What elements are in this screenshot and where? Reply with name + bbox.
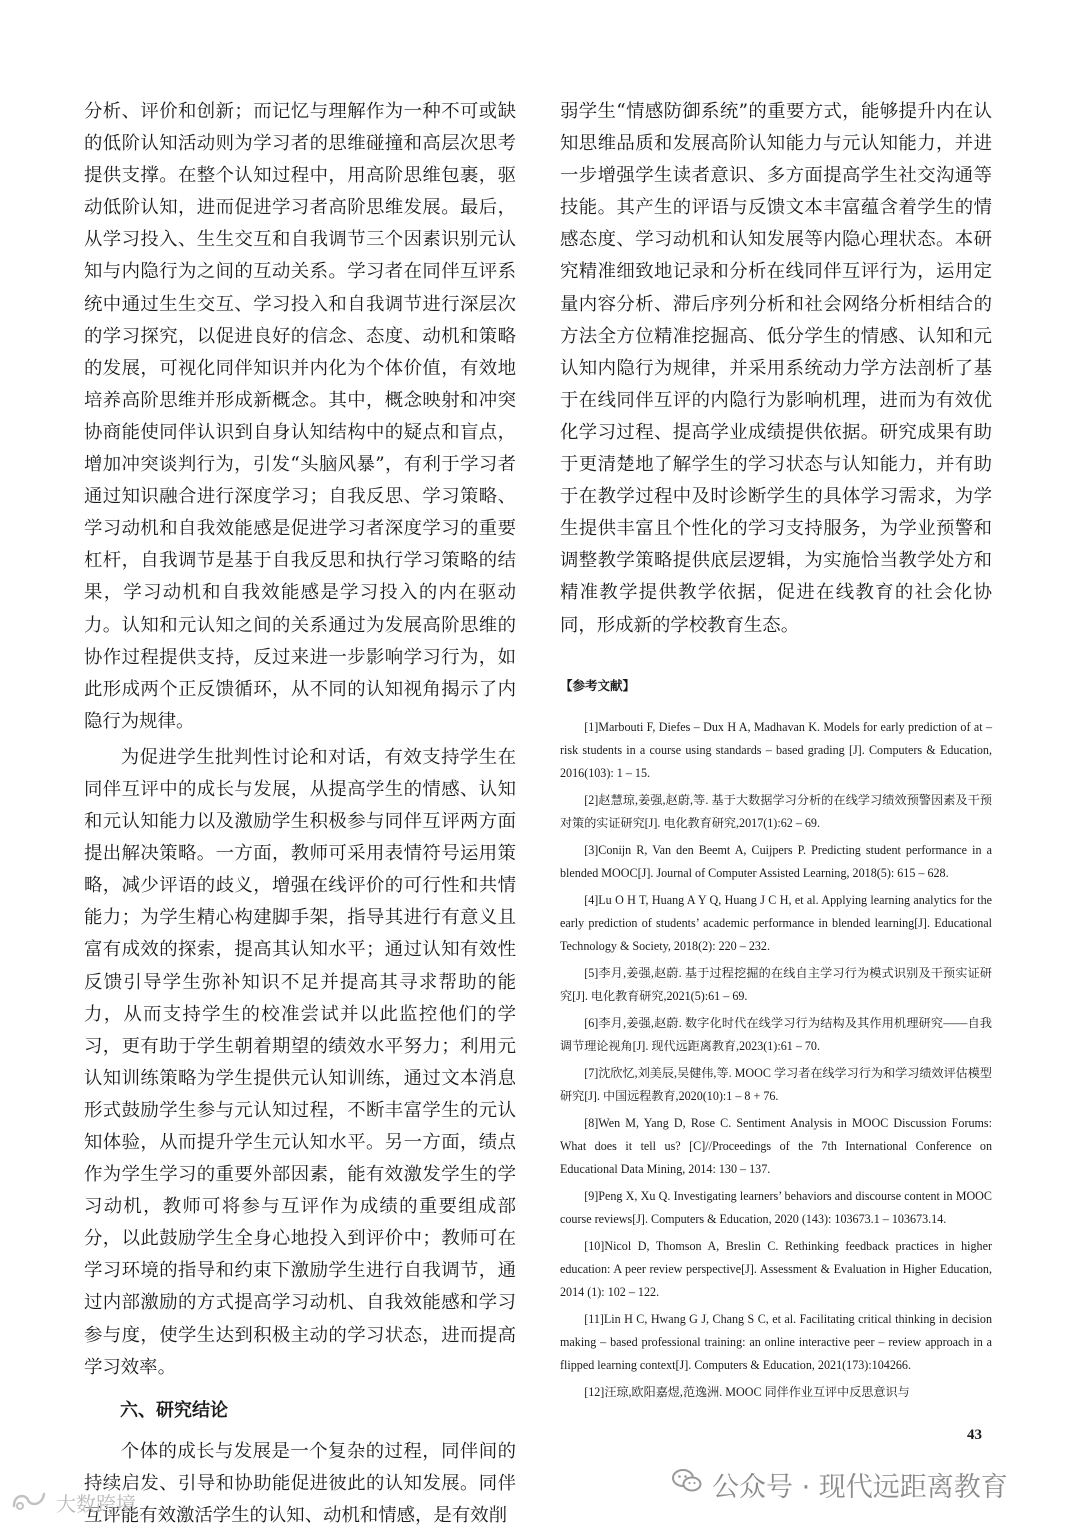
section-heading: 六、研究结论 bbox=[120, 1399, 228, 1421]
body-paragraph: 弱学生“情感防御系统”的重要方式，能够提升内在认知思维品质和发展高阶认知能力与元认知能力，并进一步增强学生读者意识、多方面提高学生社交沟通等技能。其产生的评语与反馈文本丰富蕴含着学生的情感态度、学习动机和认知发展等内隐心理状态。本研究精准细致地记录和分析在线同伴互评行为，运用定量内容分析、滞后序列分析和社会网络分析相结合的方法全方位精准挖掘高、低分学生的情感、认知和元认知内隐行为规律，并采用系统动力学方法剖析了基于在线同伴互评的内隐行为影响机理，进而为有效优化学习过程、提高学业成绩提供依据。研究成果有助于更清楚地了解学生的学习状态与认知能力，并有助于在教学过程中及时诊断学生的具体学习需求，为学生提供丰富且个性化的学习支持服务，为学业预警和调整教学策略提供底层逻辑，为实施恰当教学处方和精准教学提供教学依据，促进在线教育的社会化协同，形成新的学校教育生态。 bbox=[560, 101, 992, 636]
page-number: 43 bbox=[967, 1427, 982, 1443]
body-paragraph: 分析、评价和创新；而记忆与理解作为一种不可或缺的低阶认知活动则为学习者的思维碰撞和高层次思考提供支撑。在整个认知过程中，用高阶思维包裹，驱动低阶认知，进而促进学习者高阶思维发展。最后，从学习投入、生生交互和自我调节三个因素识别元认知与内隐行为之间的互动关系。学习者在同伴互评系统中通过生生交互、学习投入和自我调节进行深层次的学习探究，以促进良好的信念、态度、动机和策略的发展，可视化同伴知识并内化为个体价值，有效地培养高阶思维并形成新概念。其中，概念映射和冲突协商能使同伴认识到自身认知结构中的疑点和盲点，增加冲突谈判行为，引发“头脑风暴”，有利于学习者通过知识融合进行深度学习；自我反思、学习策略、学习动机和自我效能感是促进学习者深度学习的重要杠杆，自我调节是基于自我反思和执行学习策略的结果，学习动机和自我效能感是学习投入的内在驱动力。认知和元认知之间的关系通过为发展高阶思维的协作过程提供支持，反过来进一步影响学习行为，如此形成两个正反馈循环，从不同的认知视角揭示了内隐行为规律。 bbox=[84, 101, 516, 732]
wechat-icon bbox=[672, 1468, 702, 1501]
reference-item: [8]Wen M, Yang D, Rose C. Sentiment Analysis in MOOC Discussion Forums: What does it tell us? [C]//Proceedings of the 7th International Conference on Educational Data Mining, 2014: 130 – 137. bbox=[560, 1115, 992, 1176]
wechat-watermark-text: 公众号 · 现代远距离教育 bbox=[712, 1471, 1008, 1503]
reference-item: [7]沈欣忆,刘美辰,吴健伟,等. MOOC 学习者在线学习行为和学习绩效评估模型研究[J]. 中国远程教育,2020(10):1 – 8 + 76. bbox=[560, 1065, 992, 1103]
reference-item: [10]Nicol D, Thomson A, Breslin C. Rethinking feedback practices in higher education: A peer review perspective[J]. Assessment & Evaluation in Higher Education, 2014 (1): 102 – 122. bbox=[560, 1238, 992, 1299]
reference-item: [12]汪琼,欧阳嘉煜,范逸洲. MOOC 同伴作业互评中反思意识与 bbox=[584, 1384, 910, 1399]
body-paragraph: 为促进学生批判性讨论和对话，有效支持学生在同伴互评中的成长与发展，从提高学生的情感、认知和元认知能力以及激励学生积极参与同伴互评两方面提出解决策略。一方面，教师可采用表情符号运用策略，减少评语的歧义，增强在线评价的可行性和共情能力；为学生精心构建脚手架，指导其进行有意义且富有成效的探索，提高其认知水平；通过认知有效性反馈引导学生弥补知识不足并提高其寻求帮助的能力，从而支持学生的校准尝试并以此监控他们的学习，更有助于学生朝着期望的绩效水平努力；利用元认知训练策略为学生提供元认知训练，通过文本消息形式鼓励学生参与元认知过程，不断丰富学生的元认知体验，从而提升学生元认知水平。另一方面，绩点作为学生学习的重要外部因素，能有效激发学生的学习动机，教师可将参与互评作为成绩的重要组成部分，以此鼓励学生全身心地投入到评价中；教师可在学习环境的指导和约束下激励学生进行自我调节，通过内部激励的方式提高学习动机、自我效能感和学习参与度，使学生达到积极主动的学习状态，进而提高学习效率。 bbox=[84, 746, 516, 1378]
reference-item: [9]Peng X, Xu Q. Investigating learners’ behaviors and discourse content in MOOC course reviews[J]. Computers & Education, 2020 (143): 103673.1 – 103673.14. bbox=[560, 1188, 992, 1226]
logo-mark-icon bbox=[10, 1488, 50, 1517]
brand-watermark-text: 大数跨境 bbox=[56, 1491, 136, 1516]
reference-list bbox=[560, 716, 992, 1404]
reference-item: [2]赵慧琼,姜强,赵蔚,等. 基于大数据学习分析的在线学习绩效预警因素及干预对策的实证研究[J]. 电化教育研究,2017(1):62 – 69. bbox=[560, 792, 992, 830]
reference-item: [11]Lin H C, Hwang G J, Chang S C, et al. Facilitating critical thinking in decision making – based professional training: an online interactive peer – review approach in a flipped learning context[J]. Computers & Education, 2021(173):104266. bbox=[560, 1311, 992, 1372]
reference-item: [6]李月,姜强,赵蔚. 数字化时代在线学习行为结构及其作用机理研究——自我调节理论视角[J]. 现代远距离教育,2023(1):61 – 70. bbox=[560, 1015, 992, 1053]
brand-watermark bbox=[10, 1488, 136, 1516]
reference-item: [3]Conijn R, Van den Beemt A, Cuijpers P. Predicting student performance in a blended MOOC[J]. Journal of Computer Assisted Learning, 2018(5): 615 – 628. bbox=[560, 842, 992, 880]
right-column bbox=[560, 96, 992, 1408]
references-title: 【参考文献】 bbox=[560, 677, 636, 693]
body-paragraph: 个体的成长与发展是一个复杂的过程，同伴间的持续启发、引导和协助能促进彼此的认知发展。同伴互评能有效激活学生的认知、动机和情感，是有效削 bbox=[84, 1440, 516, 1526]
left-column bbox=[84, 96, 516, 1532]
wechat-watermark bbox=[672, 1467, 1008, 1501]
reference-item: [4]Lu O H T, Huang A Y Q, Huang J C H, et al. Applying learning analytics for the early prediction of students’ academic performance in blended learning[J]. Educational Technology & Society, 2018(2): 220 – 232. bbox=[560, 892, 992, 953]
reference-item: [5]李月,姜强,赵蔚. 基于过程挖掘的在线自主学习行为模式识别及干预实证研究[J]. 电化教育研究,2021(5):61 – 69. bbox=[560, 965, 992, 1003]
reference-item: [1]Marbouti F, Diefes – Dux H A, Madhavan K. Models for early prediction of at – risk students in a course using standards – based grading [J]. Computers & Education, 2016(103): 1 – 15. bbox=[560, 719, 992, 780]
